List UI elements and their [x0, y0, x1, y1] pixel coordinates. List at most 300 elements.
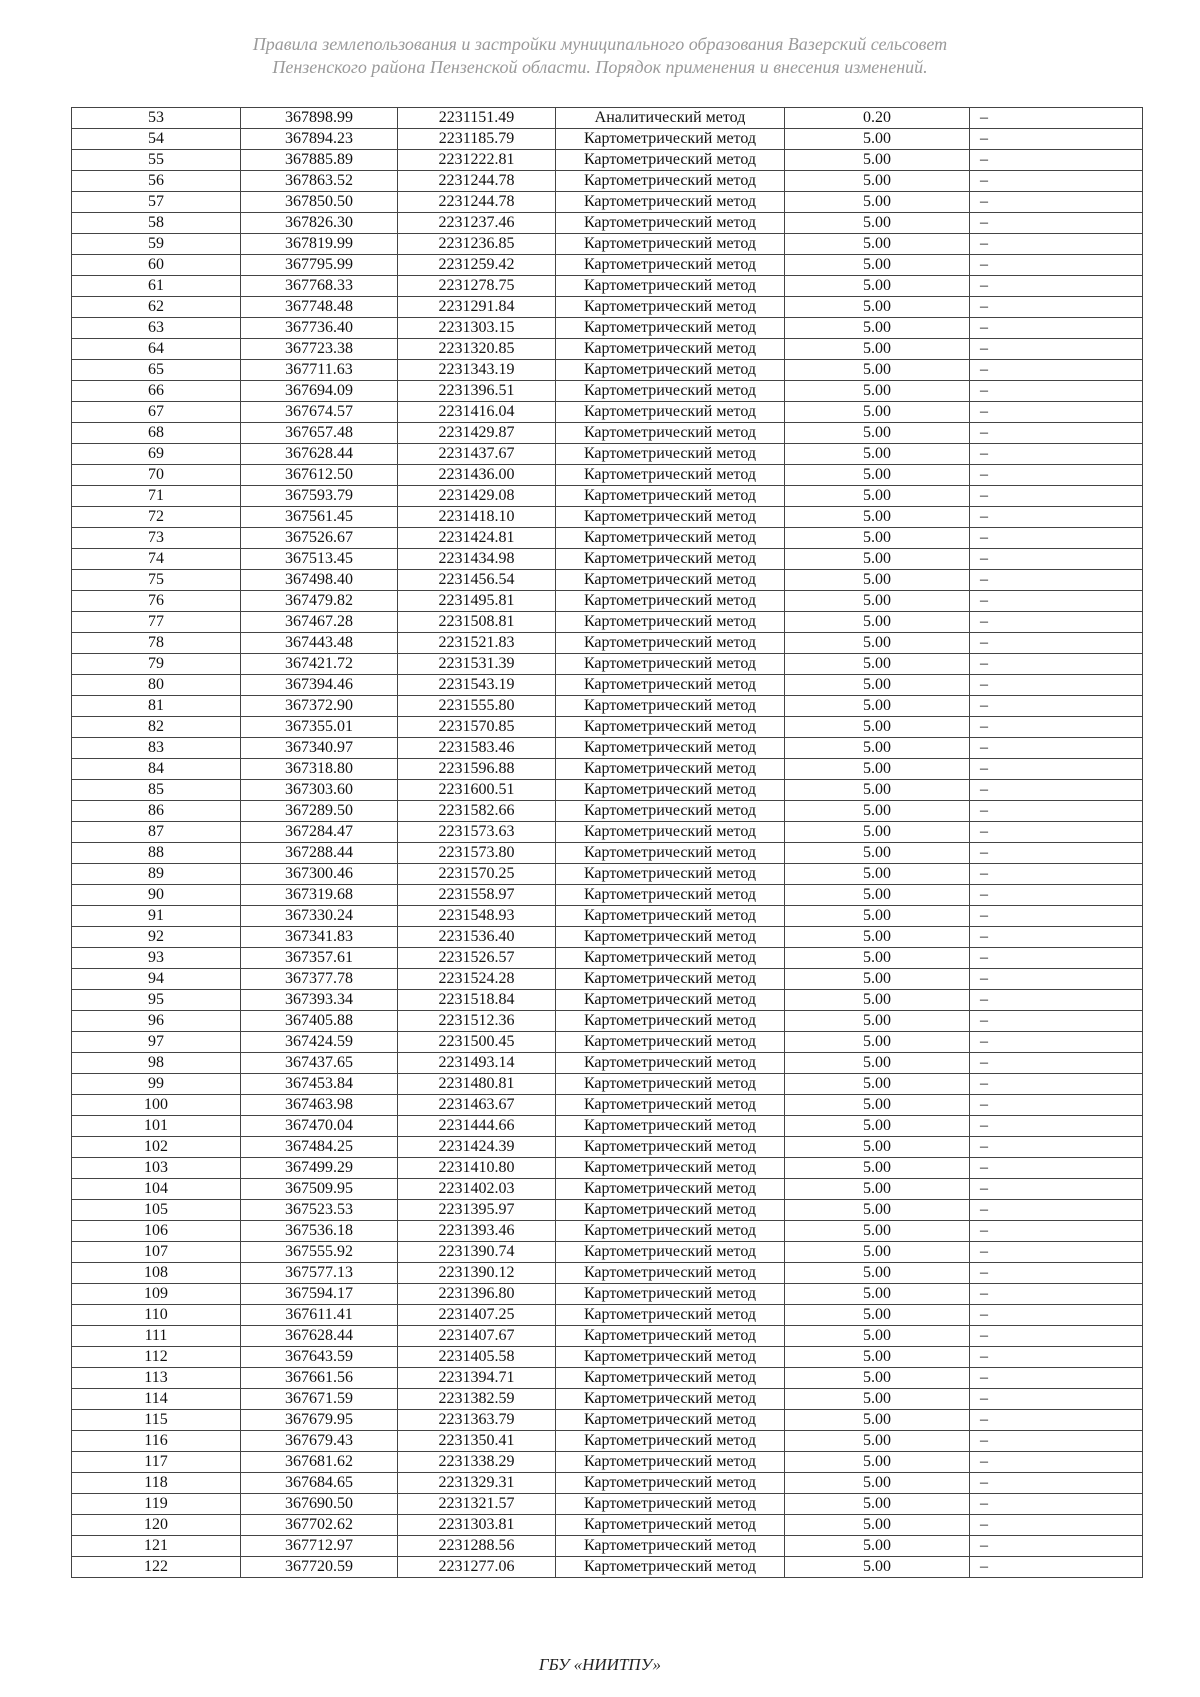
- point-number-cell: 76: [72, 591, 241, 612]
- method-cell: Картометрический метод: [556, 1053, 785, 1074]
- method-cell: Картометрический метод: [556, 507, 785, 528]
- x-coordinate-cell: 367593.79: [241, 486, 398, 507]
- x-coordinate-cell: 367819.99: [241, 234, 398, 255]
- point-number-cell: 120: [72, 1515, 241, 1536]
- description-cell: –: [970, 1305, 1143, 1326]
- method-cell: Картометрический метод: [556, 423, 785, 444]
- description-cell: –: [970, 654, 1143, 675]
- table-row: [72, 150, 1143, 171]
- table-row: [72, 822, 1143, 843]
- table-row: [72, 108, 1143, 129]
- x-coordinate-cell: 367674.57: [241, 402, 398, 423]
- method-cell: Картометрический метод: [556, 696, 785, 717]
- x-coordinate-cell: 367467.28: [241, 612, 398, 633]
- point-number-cell: 78: [72, 633, 241, 654]
- x-coordinate-cell: 367711.63: [241, 360, 398, 381]
- point-number-cell: 63: [72, 318, 241, 339]
- y-coordinate-cell: 2231151.49: [398, 108, 556, 129]
- table-row: [72, 906, 1143, 927]
- point-number-cell: 114: [72, 1389, 241, 1410]
- point-number-cell: 83: [72, 738, 241, 759]
- x-coordinate-cell: 367628.44: [241, 444, 398, 465]
- table-row: [72, 1011, 1143, 1032]
- point-number-cell: 112: [72, 1347, 241, 1368]
- x-coordinate-cell: 367594.17: [241, 1284, 398, 1305]
- accuracy-cell: 5.00: [785, 633, 970, 654]
- point-number-cell: 103: [72, 1158, 241, 1179]
- accuracy-cell: 5.00: [785, 1011, 970, 1032]
- x-coordinate-cell: 367355.01: [241, 717, 398, 738]
- y-coordinate-cell: 2231291.84: [398, 297, 556, 318]
- accuracy-cell: 5.00: [785, 927, 970, 948]
- x-coordinate-cell: 367509.95: [241, 1179, 398, 1200]
- table-row: [72, 423, 1143, 444]
- y-coordinate-cell: 2231407.25: [398, 1305, 556, 1326]
- method-cell: Картометрический метод: [556, 486, 785, 507]
- point-number-cell: 73: [72, 528, 241, 549]
- table-row: [72, 1116, 1143, 1137]
- y-coordinate-cell: 2231437.67: [398, 444, 556, 465]
- point-number-cell: 116: [72, 1431, 241, 1452]
- y-coordinate-cell: 2231495.81: [398, 591, 556, 612]
- x-coordinate-cell: 367443.48: [241, 633, 398, 654]
- table-row: [72, 1179, 1143, 1200]
- y-coordinate-cell: 2231536.40: [398, 927, 556, 948]
- table-row: [72, 1305, 1143, 1326]
- x-coordinate-cell: 367479.82: [241, 591, 398, 612]
- method-cell: Картометрический метод: [556, 234, 785, 255]
- table-row: [72, 927, 1143, 948]
- table-row: [72, 255, 1143, 276]
- description-cell: –: [970, 1221, 1143, 1242]
- point-number-cell: 106: [72, 1221, 241, 1242]
- method-cell: Картометрический метод: [556, 1116, 785, 1137]
- accuracy-cell: 5.00: [785, 843, 970, 864]
- method-cell: Картометрический метод: [556, 1389, 785, 1410]
- accuracy-cell: 5.00: [785, 150, 970, 171]
- description-cell: –: [970, 696, 1143, 717]
- point-number-cell: 70: [72, 465, 241, 486]
- header-line-2: Пензенского района Пензенской области. Порядок применения и внесения изменений.: [272, 57, 928, 77]
- y-coordinate-cell: 2231512.36: [398, 1011, 556, 1032]
- table-row: [72, 1221, 1143, 1242]
- description-cell: –: [970, 717, 1143, 738]
- y-coordinate-cell: 2231493.14: [398, 1053, 556, 1074]
- description-cell: –: [970, 1284, 1143, 1305]
- point-number-cell: 84: [72, 759, 241, 780]
- table-row: [72, 1473, 1143, 1494]
- method-cell: Картометрический метод: [556, 1158, 785, 1179]
- accuracy-cell: 5.00: [785, 192, 970, 213]
- accuracy-cell: 5.00: [785, 969, 970, 990]
- y-coordinate-cell: 2231382.59: [398, 1389, 556, 1410]
- y-coordinate-cell: 2231456.54: [398, 570, 556, 591]
- method-cell: Картометрический метод: [556, 255, 785, 276]
- y-coordinate-cell: 2231222.81: [398, 150, 556, 171]
- accuracy-cell: 5.00: [785, 822, 970, 843]
- point-number-cell: 80: [72, 675, 241, 696]
- table-row: [72, 1431, 1143, 1452]
- accuracy-cell: 5.00: [785, 213, 970, 234]
- table-row: [72, 129, 1143, 150]
- description-cell: –: [970, 528, 1143, 549]
- description-cell: –: [970, 486, 1143, 507]
- point-number-cell: 100: [72, 1095, 241, 1116]
- y-coordinate-cell: 2231596.88: [398, 759, 556, 780]
- description-cell: –: [970, 1473, 1143, 1494]
- description-cell: –: [970, 297, 1143, 318]
- x-coordinate-cell: 367284.47: [241, 822, 398, 843]
- y-coordinate-cell: 2231573.63: [398, 822, 556, 843]
- method-cell: Картометрический метод: [556, 1431, 785, 1452]
- y-coordinate-cell: 2231444.66: [398, 1116, 556, 1137]
- point-number-cell: 53: [72, 108, 241, 129]
- y-coordinate-cell: 2231480.81: [398, 1074, 556, 1095]
- accuracy-cell: 5.00: [785, 528, 970, 549]
- method-cell: Картометрический метод: [556, 906, 785, 927]
- y-coordinate-cell: 2231343.19: [398, 360, 556, 381]
- method-cell: Картометрический метод: [556, 402, 785, 423]
- method-cell: Картометрический метод: [556, 1452, 785, 1473]
- accuracy-cell: 5.00: [785, 906, 970, 927]
- point-number-cell: 94: [72, 969, 241, 990]
- table-row: [72, 381, 1143, 402]
- table-row: [72, 276, 1143, 297]
- description-cell: –: [970, 1263, 1143, 1284]
- table-row: [72, 591, 1143, 612]
- point-number-cell: 109: [72, 1284, 241, 1305]
- description-cell: –: [970, 759, 1143, 780]
- accuracy-cell: 5.00: [785, 1284, 970, 1305]
- accuracy-cell: 5.00: [785, 465, 970, 486]
- accuracy-cell: 5.00: [785, 255, 970, 276]
- accuracy-cell: 5.00: [785, 1347, 970, 1368]
- x-coordinate-cell: 367681.62: [241, 1452, 398, 1473]
- description-cell: –: [970, 1557, 1143, 1578]
- x-coordinate-cell: 367657.48: [241, 423, 398, 444]
- table-row: [72, 465, 1143, 486]
- y-coordinate-cell: 2231570.25: [398, 864, 556, 885]
- y-coordinate-cell: 2231434.98: [398, 549, 556, 570]
- y-coordinate-cell: 2231518.84: [398, 990, 556, 1011]
- x-coordinate-cell: 367357.61: [241, 948, 398, 969]
- description-cell: –: [970, 129, 1143, 150]
- description-cell: –: [970, 1389, 1143, 1410]
- description-cell: –: [970, 822, 1143, 843]
- method-cell: Картометрический метод: [556, 276, 785, 297]
- accuracy-cell: 5.00: [785, 360, 970, 381]
- point-number-cell: 62: [72, 297, 241, 318]
- point-number-cell: 72: [72, 507, 241, 528]
- point-number-cell: 54: [72, 129, 241, 150]
- description-cell: –: [970, 906, 1143, 927]
- method-cell: Картометрический метод: [556, 1410, 785, 1431]
- method-cell: Картометрический метод: [556, 1137, 785, 1158]
- x-coordinate-cell: 367611.41: [241, 1305, 398, 1326]
- method-cell: Картометрический метод: [556, 822, 785, 843]
- description-cell: –: [970, 171, 1143, 192]
- method-cell: Картометрический метод: [556, 654, 785, 675]
- table-row: [72, 1494, 1143, 1515]
- description-cell: –: [970, 1095, 1143, 1116]
- accuracy-cell: 5.00: [785, 990, 970, 1011]
- accuracy-cell: 5.00: [785, 1452, 970, 1473]
- method-cell: Картометрический метод: [556, 549, 785, 570]
- description-cell: –: [970, 570, 1143, 591]
- point-number-cell: 64: [72, 339, 241, 360]
- x-coordinate-cell: 367288.44: [241, 843, 398, 864]
- y-coordinate-cell: 2231320.85: [398, 339, 556, 360]
- description-cell: –: [970, 1515, 1143, 1536]
- x-coordinate-cell: 367702.62: [241, 1515, 398, 1536]
- table-row: [72, 1284, 1143, 1305]
- accuracy-cell: 5.00: [785, 234, 970, 255]
- accuracy-cell: 5.00: [785, 696, 970, 717]
- point-number-cell: 95: [72, 990, 241, 1011]
- point-number-cell: 104: [72, 1179, 241, 1200]
- x-coordinate-cell: 367555.92: [241, 1242, 398, 1263]
- table-row: [72, 759, 1143, 780]
- method-cell: Картометрический метод: [556, 738, 785, 759]
- accuracy-cell: 5.00: [785, 759, 970, 780]
- description-cell: –: [970, 423, 1143, 444]
- table-row: [72, 234, 1143, 255]
- method-cell: Картометрический метод: [556, 885, 785, 906]
- method-cell: Картометрический метод: [556, 843, 785, 864]
- description-cell: –: [970, 612, 1143, 633]
- y-coordinate-cell: 2231321.57: [398, 1494, 556, 1515]
- description-cell: –: [970, 948, 1143, 969]
- accuracy-cell: 5.00: [785, 1221, 970, 1242]
- x-coordinate-cell: 367795.99: [241, 255, 398, 276]
- method-cell: Картометрический метод: [556, 717, 785, 738]
- x-coordinate-cell: 367499.29: [241, 1158, 398, 1179]
- x-coordinate-cell: 367340.97: [241, 738, 398, 759]
- x-coordinate-cell: 367643.59: [241, 1347, 398, 1368]
- y-coordinate-cell: 2231288.56: [398, 1536, 556, 1557]
- description-cell: –: [970, 318, 1143, 339]
- x-coordinate-cell: 367671.59: [241, 1389, 398, 1410]
- accuracy-cell: 5.00: [785, 1200, 970, 1221]
- description-cell: –: [970, 150, 1143, 171]
- method-cell: Картометрический метод: [556, 864, 785, 885]
- method-cell: Картометрический метод: [556, 1305, 785, 1326]
- method-cell: Картометрический метод: [556, 612, 785, 633]
- method-cell: Картометрический метод: [556, 150, 785, 171]
- point-number-cell: 122: [72, 1557, 241, 1578]
- point-number-cell: 67: [72, 402, 241, 423]
- table-row: [72, 213, 1143, 234]
- accuracy-cell: 5.00: [785, 780, 970, 801]
- y-coordinate-cell: 2231416.04: [398, 402, 556, 423]
- description-cell: –: [970, 192, 1143, 213]
- x-coordinate-cell: 367612.50: [241, 465, 398, 486]
- accuracy-cell: 5.00: [785, 381, 970, 402]
- table-row: [72, 1368, 1143, 1389]
- y-coordinate-cell: 2231573.80: [398, 843, 556, 864]
- accuracy-cell: 5.00: [785, 1032, 970, 1053]
- table-row: [72, 1053, 1143, 1074]
- accuracy-cell: 5.00: [785, 1326, 970, 1347]
- method-cell: Картометрический метод: [556, 1368, 785, 1389]
- coordinates-table: [71, 107, 1143, 1578]
- point-number-cell: 57: [72, 192, 241, 213]
- x-coordinate-cell: 367628.44: [241, 1326, 398, 1347]
- y-coordinate-cell: 2231278.75: [398, 276, 556, 297]
- accuracy-cell: 5.00: [785, 297, 970, 318]
- method-cell: Картометрический метод: [556, 1221, 785, 1242]
- point-number-cell: 118: [72, 1473, 241, 1494]
- method-cell: Картометрический метод: [556, 1536, 785, 1557]
- point-number-cell: 56: [72, 171, 241, 192]
- point-number-cell: 107: [72, 1242, 241, 1263]
- description-cell: –: [970, 780, 1143, 801]
- table-row: [72, 549, 1143, 570]
- table-row: [72, 612, 1143, 633]
- y-coordinate-cell: 2231543.19: [398, 675, 556, 696]
- y-coordinate-cell: 2231277.06: [398, 1557, 556, 1578]
- accuracy-cell: 5.00: [785, 948, 970, 969]
- y-coordinate-cell: 2231410.80: [398, 1158, 556, 1179]
- x-coordinate-cell: 367690.50: [241, 1494, 398, 1515]
- x-coordinate-cell: 367661.56: [241, 1368, 398, 1389]
- description-cell: –: [970, 675, 1143, 696]
- method-cell: Картометрический метод: [556, 171, 785, 192]
- table-row: [72, 1515, 1143, 1536]
- x-coordinate-cell: 367536.18: [241, 1221, 398, 1242]
- accuracy-cell: 5.00: [785, 864, 970, 885]
- description-cell: –: [970, 276, 1143, 297]
- method-cell: Картометрический метод: [556, 1074, 785, 1095]
- point-number-cell: 66: [72, 381, 241, 402]
- method-cell: Картометрический метод: [556, 948, 785, 969]
- accuracy-cell: 5.00: [785, 318, 970, 339]
- table-row: [72, 1032, 1143, 1053]
- y-coordinate-cell: 2231396.51: [398, 381, 556, 402]
- table-row: [72, 1158, 1143, 1179]
- table-row: [72, 486, 1143, 507]
- table-row: [72, 990, 1143, 1011]
- method-cell: Картометрический метод: [556, 213, 785, 234]
- table-row: [72, 738, 1143, 759]
- table-row: [72, 1326, 1143, 1347]
- point-number-cell: 85: [72, 780, 241, 801]
- x-coordinate-cell: 367826.30: [241, 213, 398, 234]
- description-cell: –: [970, 633, 1143, 654]
- y-coordinate-cell: 2231395.97: [398, 1200, 556, 1221]
- x-coordinate-cell: 367894.23: [241, 129, 398, 150]
- x-coordinate-cell: 367523.53: [241, 1200, 398, 1221]
- accuracy-cell: 5.00: [785, 1137, 970, 1158]
- x-coordinate-cell: 367470.04: [241, 1116, 398, 1137]
- description-cell: –: [970, 1137, 1143, 1158]
- method-cell: Картометрический метод: [556, 633, 785, 654]
- method-cell: Картометрический метод: [556, 1473, 785, 1494]
- table-row: [72, 1242, 1143, 1263]
- y-coordinate-cell: 2231424.39: [398, 1137, 556, 1158]
- description-cell: –: [970, 1116, 1143, 1137]
- y-coordinate-cell: 2231524.28: [398, 969, 556, 990]
- y-coordinate-cell: 2231237.46: [398, 213, 556, 234]
- point-number-cell: 108: [72, 1263, 241, 1284]
- method-cell: Картометрический метод: [556, 1326, 785, 1347]
- y-coordinate-cell: 2231402.03: [398, 1179, 556, 1200]
- table-row: [72, 948, 1143, 969]
- y-coordinate-cell: 2231429.87: [398, 423, 556, 444]
- x-coordinate-cell: 367303.60: [241, 780, 398, 801]
- method-cell: Картометрический метод: [556, 1179, 785, 1200]
- description-cell: –: [970, 255, 1143, 276]
- method-cell: Картометрический метод: [556, 360, 785, 381]
- method-cell: Картометрический метод: [556, 591, 785, 612]
- accuracy-cell: 5.00: [785, 339, 970, 360]
- table-row: [72, 675, 1143, 696]
- accuracy-cell: 5.00: [785, 1116, 970, 1137]
- table-row: [72, 297, 1143, 318]
- x-coordinate-cell: 367768.33: [241, 276, 398, 297]
- point-number-cell: 113: [72, 1368, 241, 1389]
- method-cell: Картометрический метод: [556, 1032, 785, 1053]
- method-cell: Картометрический метод: [556, 1200, 785, 1221]
- accuracy-cell: 5.00: [785, 1242, 970, 1263]
- table-row: [72, 885, 1143, 906]
- y-coordinate-cell: 2231405.58: [398, 1347, 556, 1368]
- description-cell: –: [970, 591, 1143, 612]
- point-number-cell: 93: [72, 948, 241, 969]
- point-number-cell: 61: [72, 276, 241, 297]
- x-coordinate-cell: 367898.99: [241, 108, 398, 129]
- x-coordinate-cell: 367679.95: [241, 1410, 398, 1431]
- point-number-cell: 65: [72, 360, 241, 381]
- y-coordinate-cell: 2231463.67: [398, 1095, 556, 1116]
- method-cell: Картометрический метод: [556, 1095, 785, 1116]
- x-coordinate-cell: 367850.50: [241, 192, 398, 213]
- x-coordinate-cell: 367421.72: [241, 654, 398, 675]
- table-row: [72, 864, 1143, 885]
- accuracy-cell: 5.00: [785, 1263, 970, 1284]
- x-coordinate-cell: 367289.50: [241, 801, 398, 822]
- x-coordinate-cell: 367484.25: [241, 1137, 398, 1158]
- y-coordinate-cell: 2231424.81: [398, 528, 556, 549]
- accuracy-cell: 5.00: [785, 1305, 970, 1326]
- y-coordinate-cell: 2231394.71: [398, 1368, 556, 1389]
- y-coordinate-cell: 2231600.51: [398, 780, 556, 801]
- description-cell: –: [970, 801, 1143, 822]
- description-cell: –: [970, 1452, 1143, 1473]
- x-coordinate-cell: 367377.78: [241, 969, 398, 990]
- point-number-cell: 110: [72, 1305, 241, 1326]
- point-number-cell: 97: [72, 1032, 241, 1053]
- table-row: [72, 1452, 1143, 1473]
- table-row: [72, 1074, 1143, 1095]
- accuracy-cell: 0.20: [785, 108, 970, 129]
- x-coordinate-cell: 367577.13: [241, 1263, 398, 1284]
- table-row: [72, 1389, 1143, 1410]
- accuracy-cell: 5.00: [785, 591, 970, 612]
- y-coordinate-cell: 2231407.67: [398, 1326, 556, 1347]
- method-cell: Картометрический метод: [556, 381, 785, 402]
- y-coordinate-cell: 2231570.85: [398, 717, 556, 738]
- description-cell: –: [970, 885, 1143, 906]
- description-cell: –: [970, 402, 1143, 423]
- table-row: [72, 1263, 1143, 1284]
- accuracy-cell: 5.00: [785, 675, 970, 696]
- accuracy-cell: 5.00: [785, 1431, 970, 1452]
- y-coordinate-cell: 2231185.79: [398, 129, 556, 150]
- y-coordinate-cell: 2231303.15: [398, 318, 556, 339]
- y-coordinate-cell: 2231508.81: [398, 612, 556, 633]
- x-coordinate-cell: 367405.88: [241, 1011, 398, 1032]
